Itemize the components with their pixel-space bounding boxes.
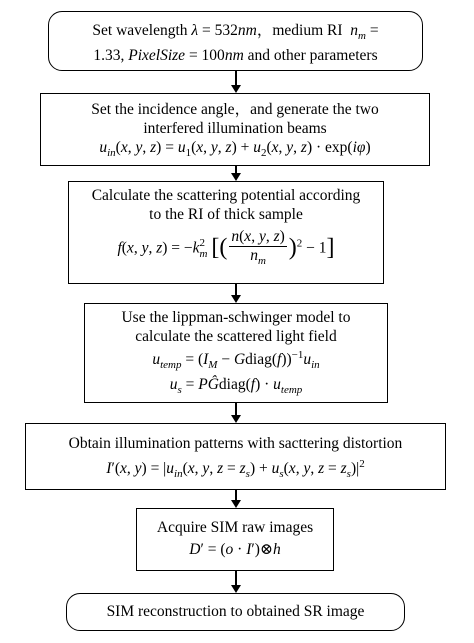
step2-line1: Set the incidence angle，and generate the two xyxy=(91,101,379,118)
step5-line1: Obtain illumination patterns with sacttering distortion xyxy=(68,435,403,452)
step6-equation: D′ = (o · I′)⊗h xyxy=(189,541,281,558)
step2-equation: $u_{in}(x$, y, $z) = u_1(x$, y, $z) + u_2(x$, y, z) · exp(iφ) xyxy=(99,139,371,159)
step3-equation: f(x, y, z) = −k 2 m [( $\frac{n(x, y, z)}{n_m}$ )$^2$ − 1] xyxy=(117,228,335,267)
step1-line2: 1.33, PixelSize = 100nm and other parameters xyxy=(93,47,378,64)
step-illumination-beams xyxy=(40,93,430,166)
step-sim-reconstruction xyxy=(66,593,405,631)
step4-line2: calculate the scattered light field xyxy=(135,328,337,345)
step4-line1: Use the lippman-schwinger model to xyxy=(121,309,351,326)
step-acquire-raw-images xyxy=(136,508,334,571)
step1-line1: Set wavelength λ = 532nm，medium RI $n_m$ = xyxy=(92,22,379,42)
step4-equation-1: $u_{temp} = (I_M$ − $Gdiag(f))^{-1}u_{in}$ xyxy=(152,349,320,371)
step7-line1: SIM reconstruction to obtained SR image xyxy=(106,603,365,620)
step2-line2: interfered illumination beams xyxy=(143,120,327,137)
step-lippman-schwinger xyxy=(84,303,388,403)
step4-equation-2: $u_s$ = PĜdiag(f) · $u_{temp}$ xyxy=(169,376,303,396)
step-scattering-potential xyxy=(68,181,384,284)
step6-line1: Acquire SIM raw images xyxy=(156,519,314,536)
step3-line2: to the RI of thick sample xyxy=(149,206,303,223)
step-set-parameters xyxy=(48,11,423,71)
step5-equation: I′(x, $y) = |u_{in}(x$, y, $z = z_s) + u_s(x$, y, $z = z_s)|^2$ xyxy=(106,458,365,480)
step-illumination-patterns xyxy=(25,423,446,490)
step3-line1: Calculate the scattering potential according xyxy=(91,187,361,204)
